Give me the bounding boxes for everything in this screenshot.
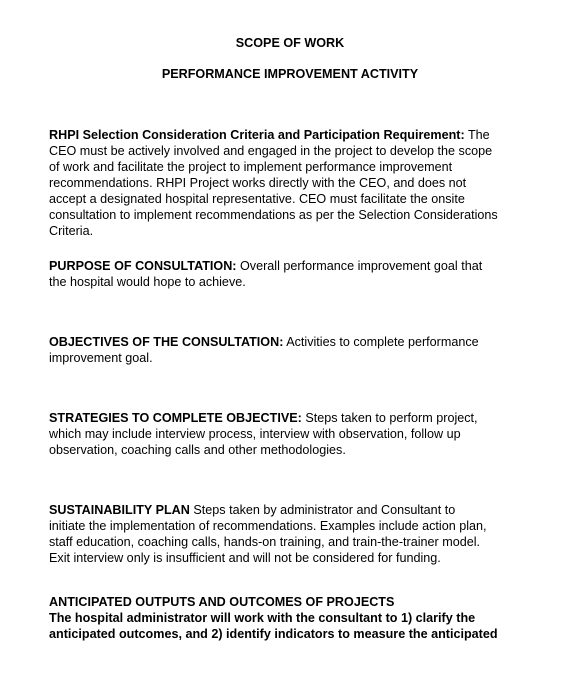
document-subtitle: PERFORMANCE IMPROVEMENT ACTIVITY	[161, 67, 419, 81]
section-first-line	[49, 410, 539, 426]
section-line: CEO must be actively involved and engaged in the project to develop the scope	[49, 144, 493, 158]
section-line: The hospital administrator will work with the consultant to 1) clarify the	[49, 611, 476, 625]
section-line: accept a designated hospital representative. CEO must facilitate the onsite	[49, 192, 465, 206]
section-first-line	[49, 502, 539, 518]
document-title: SCOPE OF WORK	[235, 36, 345, 50]
section-first-line	[49, 127, 539, 143]
section-line: which may include interview process, interview with observation, follow up	[49, 427, 461, 441]
section-line: Criteria.	[49, 224, 94, 238]
section-line: initiate the implementation of recommendations. Examples include action plan,	[49, 519, 487, 533]
section-text: Overall performance improvement goal that	[236, 259, 483, 273]
section-line: improvement goal.	[49, 351, 153, 365]
section-line: staff education, coaching calls, hands-on training, and train-the-trainer model.	[49, 535, 481, 549]
section-text: Steps taken by administrator and Consultant to	[189, 503, 456, 517]
section-first-line	[49, 258, 539, 274]
section-line: anticipated outcomes, and 2) identify indicators to measure the anticipated	[49, 627, 498, 641]
section-objectives	[49, 334, 539, 366]
section-heading: STRATEGIES TO COMPLETE OBJECTIVE:	[49, 411, 302, 425]
section-heading: RHPI Selection Consideration Criteria and Participation Requirement:	[49, 128, 465, 142]
section-first-line	[49, 334, 539, 350]
section-line: the hospital would hope to achieve.	[49, 275, 246, 289]
section-rhpi-criteria	[49, 127, 539, 239]
section-purpose	[49, 258, 539, 290]
section-heading: OBJECTIVES OF THE CONSULTATION:	[49, 335, 284, 349]
section-sustainability-plan	[49, 502, 539, 566]
section-line: Exit interview only is insufficient and will not be considered for funding.	[49, 551, 441, 565]
section-heading: SUSTAINABILITY PLAN	[49, 503, 190, 517]
section-line: recommendations. RHPI Project works directly with the CEO, and does not	[49, 176, 467, 190]
section-line: observation, coaching calls and other methodologies.	[49, 443, 346, 457]
section-text: Activities to complete performance	[283, 335, 479, 349]
section-line: of work and facilitate the project to implement performance improvement	[49, 160, 453, 174]
section-heading: ANTICIPATED OUTPUTS AND OUTCOMES OF PROJECTS	[49, 595, 395, 609]
section-line: consultation to implement recommendations as per the Selection Considerations	[49, 208, 498, 222]
section-text: The	[464, 128, 490, 142]
section-strategies	[49, 410, 539, 458]
section-anticipated-outputs	[49, 594, 539, 642]
section-text: Steps taken to perform project,	[301, 411, 478, 425]
section-heading: PURPOSE OF CONSULTATION:	[49, 259, 237, 273]
